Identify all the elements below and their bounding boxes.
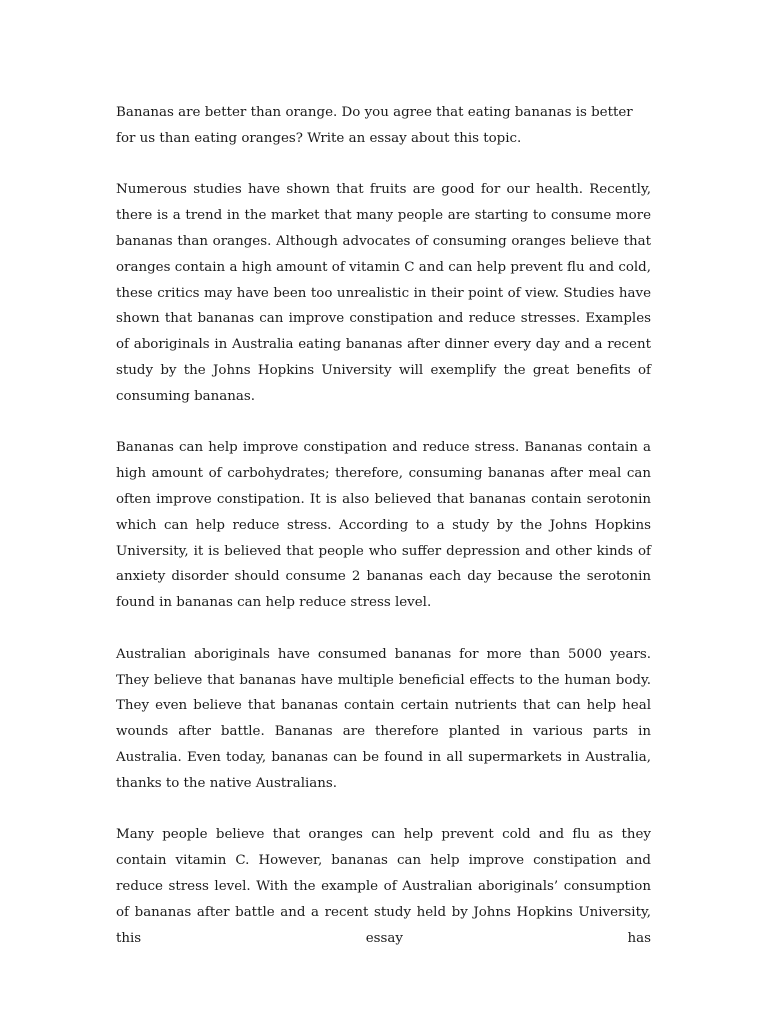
paragraph-conclusion: Many people believe that oranges can help prevent cold and flu as they contain vitamin C. However, bananas can help improve constipation and reduce stress level. With the example of Australian aboriginals’ consumption of bananas after battle and a recent study held by Johns Hopkins University, this essay has bbox=[116, 827, 651, 946]
paragraph-australian-aboriginals: Australian aboriginals have consumed bananas for more than 5000 years. They believe that bananas have multiple beneficial effects to the human body. They even believe that bananas contain certain nutrients that can help heal wounds after battle. Bananas are therefore planted in various parts in Australia. Even today, bananas can be found in all supermarkets in Australia, thanks to the native Australians. bbox=[116, 646, 651, 791]
essay-body bbox=[116, 100, 651, 951]
essay-prompt: Bananas are better than orange. Do you agree that eating bananas is better for us than eating oranges? Write an essay about this topic. bbox=[116, 105, 633, 146]
paragraph-constipation-stress: Bananas can help improve constipation and reduce stress. Bananas contain a high amount of carbohydrates; therefore, consuming bananas after meal can often improve constipation. It is also believed that bananas contain serotonin which can help reduce stress. According to a study by the Johns Hopkins University, it is believed that people who suffer depression and other kinds of anxiety disorder should consume 2 bananas each day because the serotonin found in bananas can help reduce stress level. bbox=[116, 440, 651, 611]
paragraph-introduction: Numerous studies have shown that fruits are good for our health. Recently, there is a trend in the market that many people are starting to consume more bananas than oranges. Although advocates of consuming oranges believe that oranges contain a high amount of vitamin C and can help prevent flu and cold, these critics may have been too unrealistic in their point of view. Studies have shown that bananas can improve constipation and reduce stresses. Examples of aboriginals in Australia eating bananas after dinner every day and a recent study by the Johns Hopkins University will exemplify the great benefits of consuming bananas. bbox=[116, 182, 651, 404]
